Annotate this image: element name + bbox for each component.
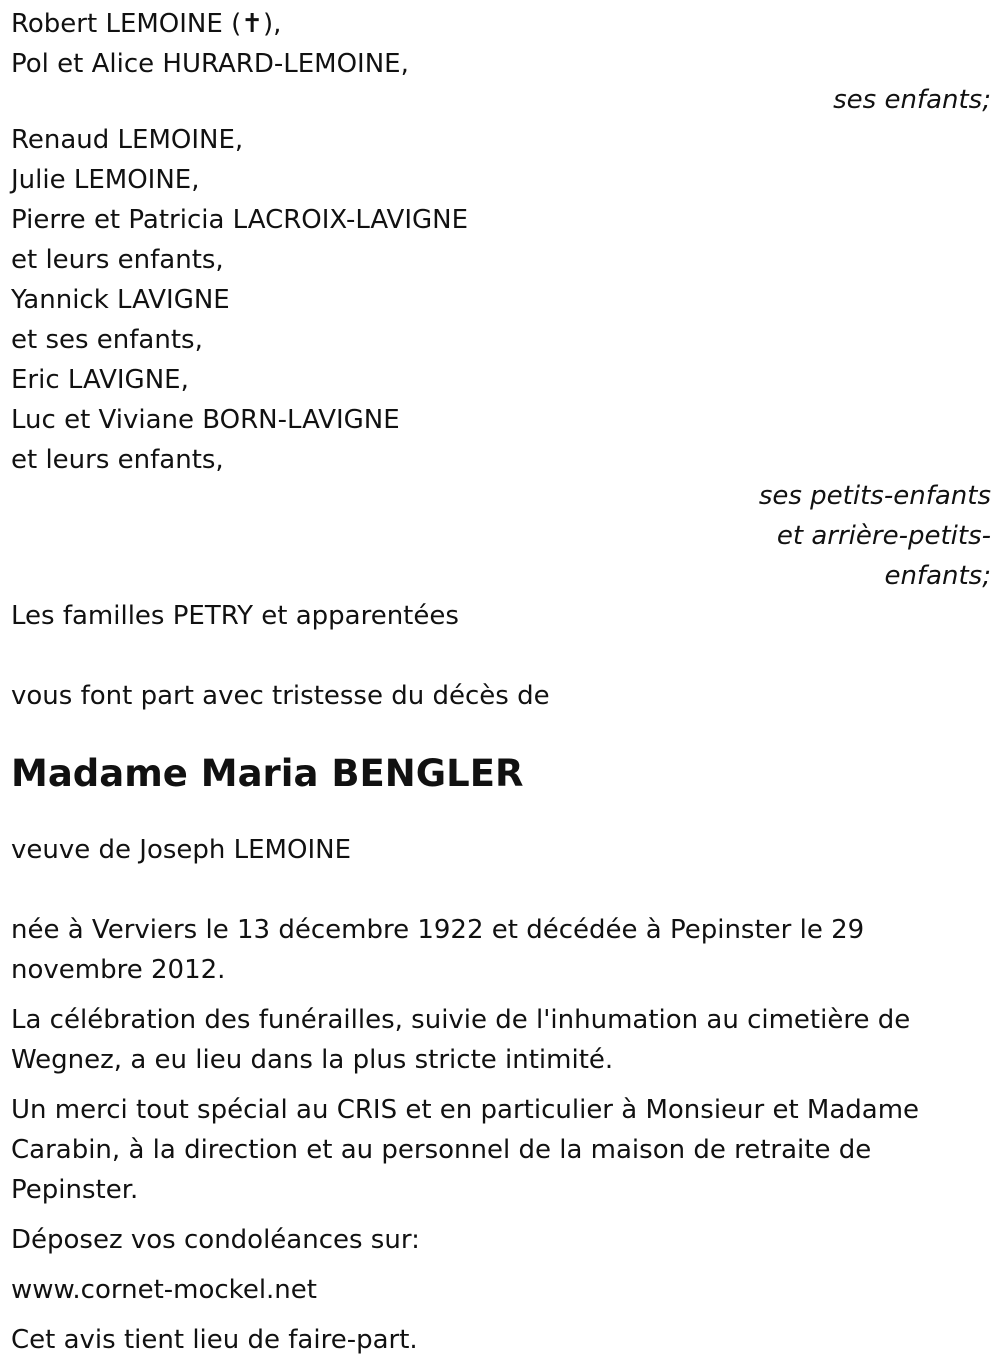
- grandchild-name: Renaud LEMOINE,: [11, 125, 244, 155]
- deceased-name: Madame Maria BENGLER: [11, 752, 524, 795]
- grandchildren-role-line: enfants;: [884, 561, 991, 591]
- widow-of-text: veuve de Joseph LEMOINE: [11, 835, 351, 865]
- children-list: [11, 4, 991, 84]
- thanks-paragraph: Un merci tout spécial au CRIS et en particulier à Monsieur et Madame Carabin, à la direction et au personnel de la maison de retraite de Pepinster.: [11, 1095, 920, 1205]
- grandchild-name: Luc et Viviane BORN-LAVIGNE: [11, 405, 400, 435]
- children-role: ses enfants;: [833, 85, 991, 115]
- child-name: Robert LEMOINE (✝),: [11, 9, 282, 39]
- grandchild-name: Julie LEMOINE,: [11, 165, 200, 195]
- grandchild-name: et ses enfants,: [11, 325, 203, 355]
- website-link[interactable]: www.cornet-mockel.net: [11, 1275, 317, 1305]
- ceremony-paragraph: La célébration des funérailles, suivie de l'inhumation au cimetière de Wegnez, a eu lieu dans la plus stricte intimité.: [11, 1005, 911, 1075]
- grandchild-name: et leurs enfants,: [11, 445, 224, 475]
- announcement-text: vous font part avec tristesse du décès de: [11, 681, 550, 711]
- birth-death-paragraph: née à Verviers le 13 décembre 1922 et décédée à Pepinster le 29 novembre 2012.: [11, 915, 865, 985]
- grandchild-name: Pierre et Patricia LACROIX-LAVIGNE: [11, 205, 469, 235]
- grandchildren-list: [11, 120, 991, 480]
- grandchildren-role-line: et arrière-petits-: [776, 521, 991, 551]
- condolences-label: Déposez vos condoléances sur:: [11, 1225, 420, 1255]
- grandchild-name: Eric LAVIGNE,: [11, 365, 189, 395]
- grandchild-name: Yannick LAVIGNE: [11, 285, 230, 315]
- grandchild-name: et leurs enfants,: [11, 245, 224, 275]
- grandchildren-role-line: ses petits-enfants: [758, 481, 991, 511]
- child-name: Pol et Alice HURARD-LEMOINE,: [11, 49, 409, 79]
- closing-text: Cet avis tient lieu de faire-part.: [11, 1325, 418, 1355]
- families-line: Les familles PETRY et apparentées: [11, 601, 459, 631]
- obituary-notice: [11, 4, 991, 1360]
- grandchildren-role: [11, 476, 991, 596]
